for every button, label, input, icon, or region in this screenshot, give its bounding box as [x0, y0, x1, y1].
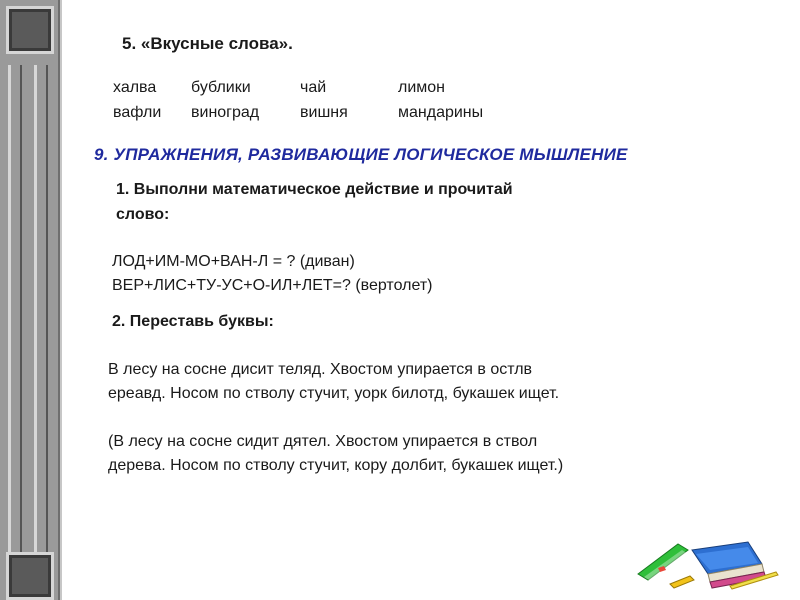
word-item: лимон [398, 79, 446, 96]
equation-2: ВЕР+ЛИС+ТУ-УС+О-ИЛ+ЛЕТ=? (вертолет) [112, 277, 433, 294]
word-item: мандарины [398, 104, 484, 121]
section9-title: 9. УПРАЖНЕНИЯ, РАЗВИВАЮЩИЕ ЛОГИЧЕСКОЕ МЫШЛЕНИЕ [94, 145, 628, 164]
scrambled-text-line2: ереавд. Носом по стволу стучит, уорк билотд, букашек ищет. [108, 385, 560, 402]
word-item: виноград [191, 104, 260, 121]
sidebar-bottom-square [6, 552, 54, 600]
answer-text-line2: дерева. Носом по стволу стучит, кору долбит, букашек ищет.) [108, 457, 564, 474]
answer-text-line1: (В лесу на сосне сидит дятел. Хвостом упирается в ствол [108, 433, 538, 450]
task1-text-line1: 1. Выполни математическое действие и прочитай [116, 181, 513, 198]
scrambled-text-line1: В лесу на сосне дисит теляд. Хвостом упирается в остлв [108, 361, 533, 378]
word-item: бублики [191, 79, 251, 96]
word-item: чай [300, 79, 327, 96]
section5-title: 5. «Вкусные слова». [122, 34, 293, 53]
sidebar-top-square [6, 6, 54, 54]
task2-title: 2. Переставь буквы: [112, 313, 274, 330]
decorative-sidebar [0, 0, 60, 600]
word-item: вишня [300, 104, 348, 121]
books-and-ruler-illustration [630, 522, 780, 592]
task1-text-line2: слово: [116, 206, 170, 223]
word-item: халва [113, 79, 157, 96]
equation-1: ЛОД+ИМ-МО+ВАН-Л = ? (диван) [112, 253, 355, 270]
word-item: вафли [113, 104, 162, 121]
